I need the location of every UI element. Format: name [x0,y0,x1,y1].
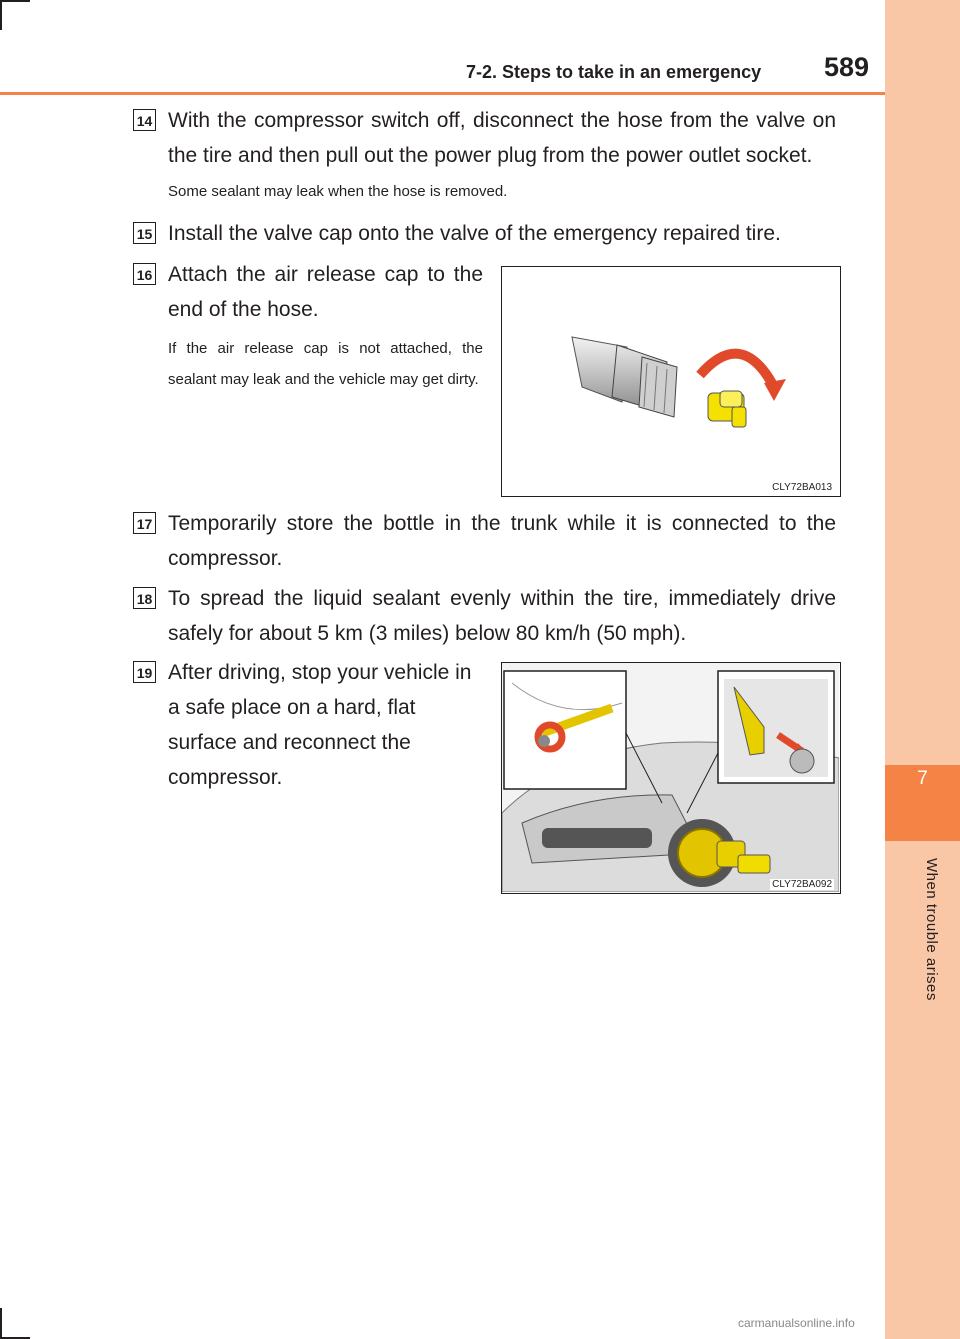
step-text: After driving, stop your vehicle in a safe place on a hard, flat surface and reconnect the compressor. [168,661,472,789]
crop-mark [0,0,30,2]
watermark: carmanualsonline.info [738,1316,855,1330]
page-number: 589 [824,52,870,82]
step-text: Install the valve cap onto the valve of the emergency repaired tire. [168,222,781,245]
step-text: With the compressor switch off, disconnect the hose from the valve on the tire and then pull out the power plug from the power outlet socket. [168,109,836,167]
step-text: To spread the liquid sealant evenly within the tire, immediately drive safely for about 5 km (3 miles) below 80 km/h (50 mph). [168,587,836,645]
car-drawing [502,663,839,892]
step-number-badge: 19 [133,661,156,683]
chapter-number: 7 [917,768,928,789]
step-number-badge: 15 [133,222,156,244]
step-text: Attach the air release cap to the end of the hose. [168,263,483,321]
figure-code: CLY72BA013 [772,482,832,493]
header-rule [0,92,885,95]
step-number-badge: 17 [133,512,156,534]
section-title: 7-2. Steps to take in an emergency [466,62,762,82]
chapter-title: When trouble arises [923,858,940,1001]
step-number-badge: 14 [133,109,156,131]
hose-cap-drawing [502,267,839,495]
step-text: Temporarily store the bottle in the trunk while it is connected to the compressor. [168,512,836,570]
crop-mark [0,0,2,30]
crop-mark [0,1308,2,1339]
hose-cap-illustration [501,266,841,497]
car-compressor-illustration [501,662,841,894]
chapter-sidebar [885,0,960,1339]
step-number-badge: 16 [133,263,156,285]
step-note: If the air release cap is not attached, the sealant may leak and the vehicle may get dirty. [168,340,483,388]
figure-code: CLY72BA092 [772,879,832,890]
step-note: Some sealant may leak when the hose is removed. [168,183,508,200]
step-number-badge: 18 [133,587,156,609]
